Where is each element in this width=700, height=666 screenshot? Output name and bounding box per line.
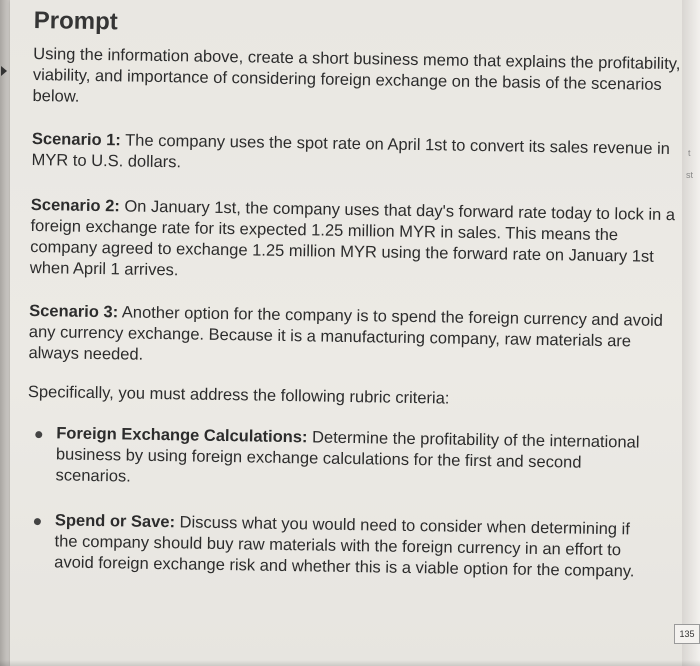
expand-arrow-icon[interactable] (1, 66, 7, 76)
bullet-icon (35, 431, 42, 438)
page-number-badge: 135 (674, 624, 700, 644)
scenario-3-label: Scenario 3: (29, 301, 119, 322)
intro-paragraph: Using the information above, create a short business memo that explains the profitability, viability, and importance of considering foreign exchange on the basis of the scenarios below. (32, 44, 681, 106)
scenario-3-text: Another option for the company is to spend the foreign currency and avoid any currency exchange. Because it is a manufacturing company, raw materials are always needed. (28, 303, 664, 364)
bottom-shadow (0, 660, 700, 666)
left-panel-edge (0, 0, 9, 666)
scenario-3 (28, 301, 679, 374)
scenario-1-label: Scenario 1: (31, 129, 122, 150)
rubric-item-2 (33, 510, 676, 583)
edge-mark-top: t (688, 148, 691, 158)
page-title: Prompt (33, 6, 118, 36)
document-content (25, 6, 684, 583)
scenario-2-label: Scenario 2: (30, 195, 120, 216)
rubric-item-1 (34, 423, 677, 496)
rubric-item-2-text: Discuss what you would need to consider when determining if the company should buy raw materials with the foreign currency in an effort to avoid foreign exchange risk and whether this is a viable option for the company. (54, 513, 635, 581)
bullet-icon (34, 518, 41, 525)
rubric-intro: Specifically, you must address the following rubric criteria: (27, 382, 450, 408)
rubric-item-1-label: Foreign Exchange Calculations: (56, 424, 308, 447)
right-panel-edge (679, 0, 700, 666)
edge-mark-mid: st (686, 170, 694, 180)
document-page (10, 0, 682, 666)
scenario-1-text: The company uses the spot rate on April 1st to convert its sales revenue in MYR to U.S. dollars. (31, 131, 671, 172)
scenario-2-text: On January 1st, the company uses that day's forward rate today to lock in a foreign exchange rate for its expected 1.25 million MYR in sales. This means the company agreed to exchange 1.25 million MYR using the forward rate on January 1st when April 1 arrives. (29, 197, 676, 280)
scenario-2 (30, 195, 681, 289)
rubric-item-1-text: Determine the profitability of the international business by using foreign exchange calculations for the first and second scenarios. (55, 428, 640, 486)
rubric-item-2-label: Spend or Save: (54, 511, 176, 532)
